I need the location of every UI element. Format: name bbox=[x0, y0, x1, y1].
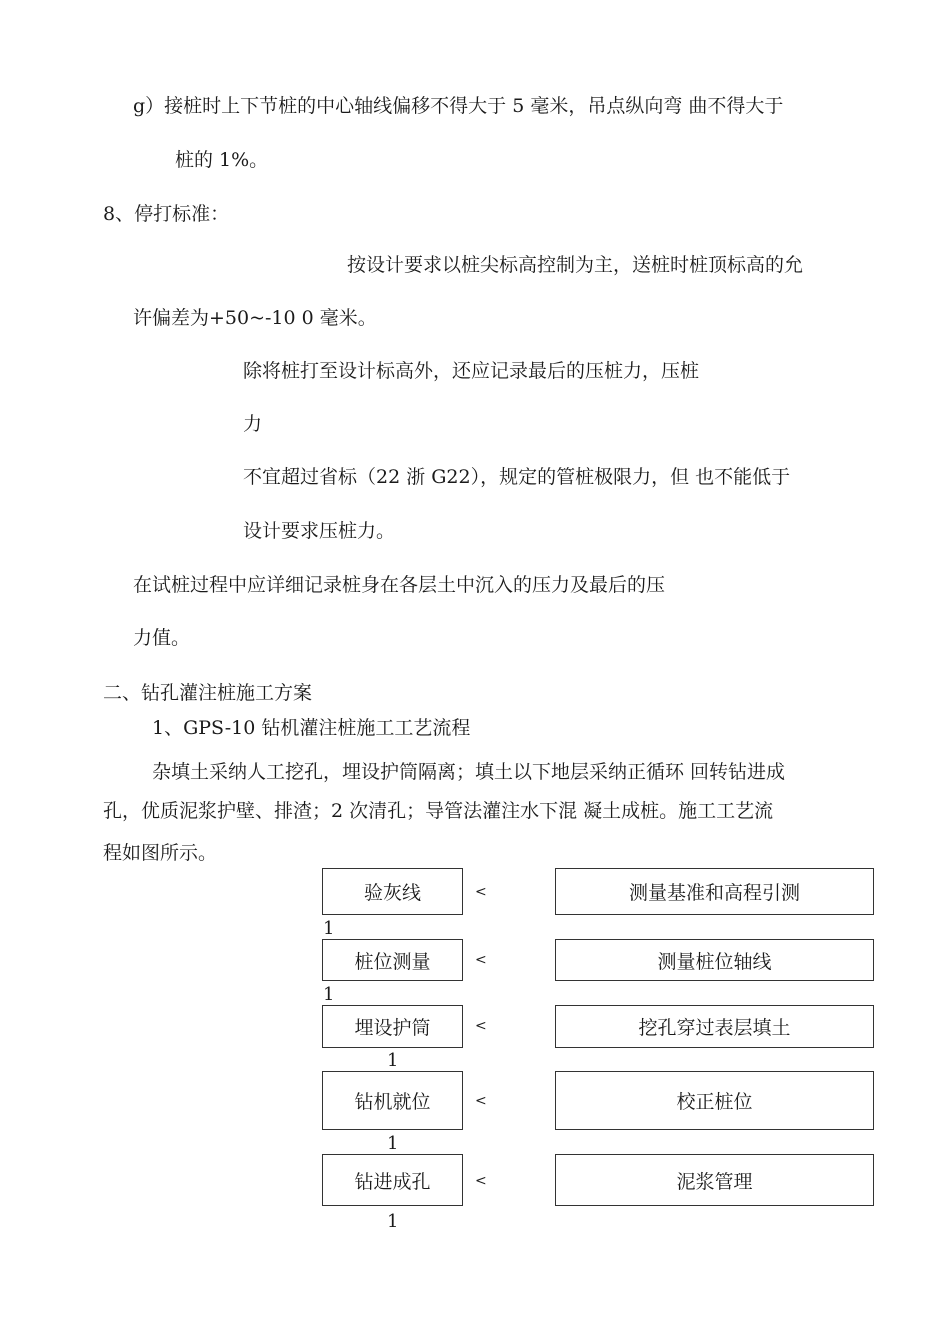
text-line: 杂填土采纳人工挖孔，埋设护筒隔离；填土以下地层采纳正循环 回转钻进成 bbox=[152, 761, 786, 783]
section-heading: 8、停打标准： bbox=[103, 203, 230, 225]
flow-step-right: 测量基准和高程引测 bbox=[555, 868, 874, 915]
flow-marker: 1 bbox=[323, 984, 335, 1005]
text-line: 许偏差为+50~-10 0 毫米。 bbox=[133, 307, 377, 329]
subsection-heading: 1、GPS-10 钻机灌注桩施工工艺流程 bbox=[152, 717, 471, 739]
flow-step-right: 挖孔穿过表层填土 bbox=[555, 1005, 874, 1048]
arrow-icon: < bbox=[475, 952, 487, 968]
flow-step-right: 测量桩位轴线 bbox=[555, 939, 874, 981]
text-line: 不宜超过省标（22 浙 G22），规定的管桩极限力，但 也不能低于 bbox=[243, 466, 791, 488]
flow-marker: 1 bbox=[387, 1211, 399, 1232]
flow-step-left: 钻机就位 bbox=[322, 1071, 463, 1130]
flow-marker: 1 bbox=[387, 1133, 399, 1154]
flow-marker: 1 bbox=[323, 918, 335, 939]
text-line: 孔，优质泥浆护壁、排渣；2 次清孔；导管法灌注水下混 凝土成桩。施工工艺流 bbox=[103, 800, 774, 822]
arrow-icon: < bbox=[475, 884, 487, 900]
text-line: 程如图所示。 bbox=[103, 842, 218, 864]
section-heading: 二、钻孔灌注桩施工方案 bbox=[103, 682, 313, 704]
arrow-icon: < bbox=[475, 1018, 487, 1034]
flow-step-left: 钻进成孔 bbox=[322, 1154, 463, 1206]
flow-step-left: 验灰线 bbox=[322, 868, 463, 915]
flow-step-right: 校正桩位 bbox=[555, 1071, 874, 1130]
text-line: 力值。 bbox=[133, 627, 191, 649]
text-line: 按设计要求以桩尖标高控制为主，送桩时桩顶标高的允 bbox=[347, 254, 804, 276]
flow-step-left: 埋设护筒 bbox=[322, 1005, 463, 1048]
flow-step-left: 桩位测量 bbox=[322, 939, 463, 981]
text-line: 在试桩过程中应详细记录桩身在各层土中沉入的压力及最后的压 bbox=[133, 574, 666, 596]
text-line: 设计要求压桩力。 bbox=[243, 520, 396, 542]
text-line: 除将桩打至设计标高外，还应记录最后的压桩力，压桩 bbox=[243, 360, 700, 382]
text-line: 力 bbox=[243, 413, 263, 435]
arrow-icon: < bbox=[475, 1093, 487, 1109]
flow-step-right: 泥浆管理 bbox=[555, 1154, 874, 1206]
arrow-icon: < bbox=[475, 1173, 487, 1189]
flow-marker: 1 bbox=[387, 1050, 399, 1071]
text-line: 桩的 1%。 bbox=[175, 149, 269, 171]
text-line: g）接桩时上下节桩的中心轴线偏移不得大于 5 毫米，吊点纵向弯 曲不得大于 bbox=[133, 95, 784, 117]
